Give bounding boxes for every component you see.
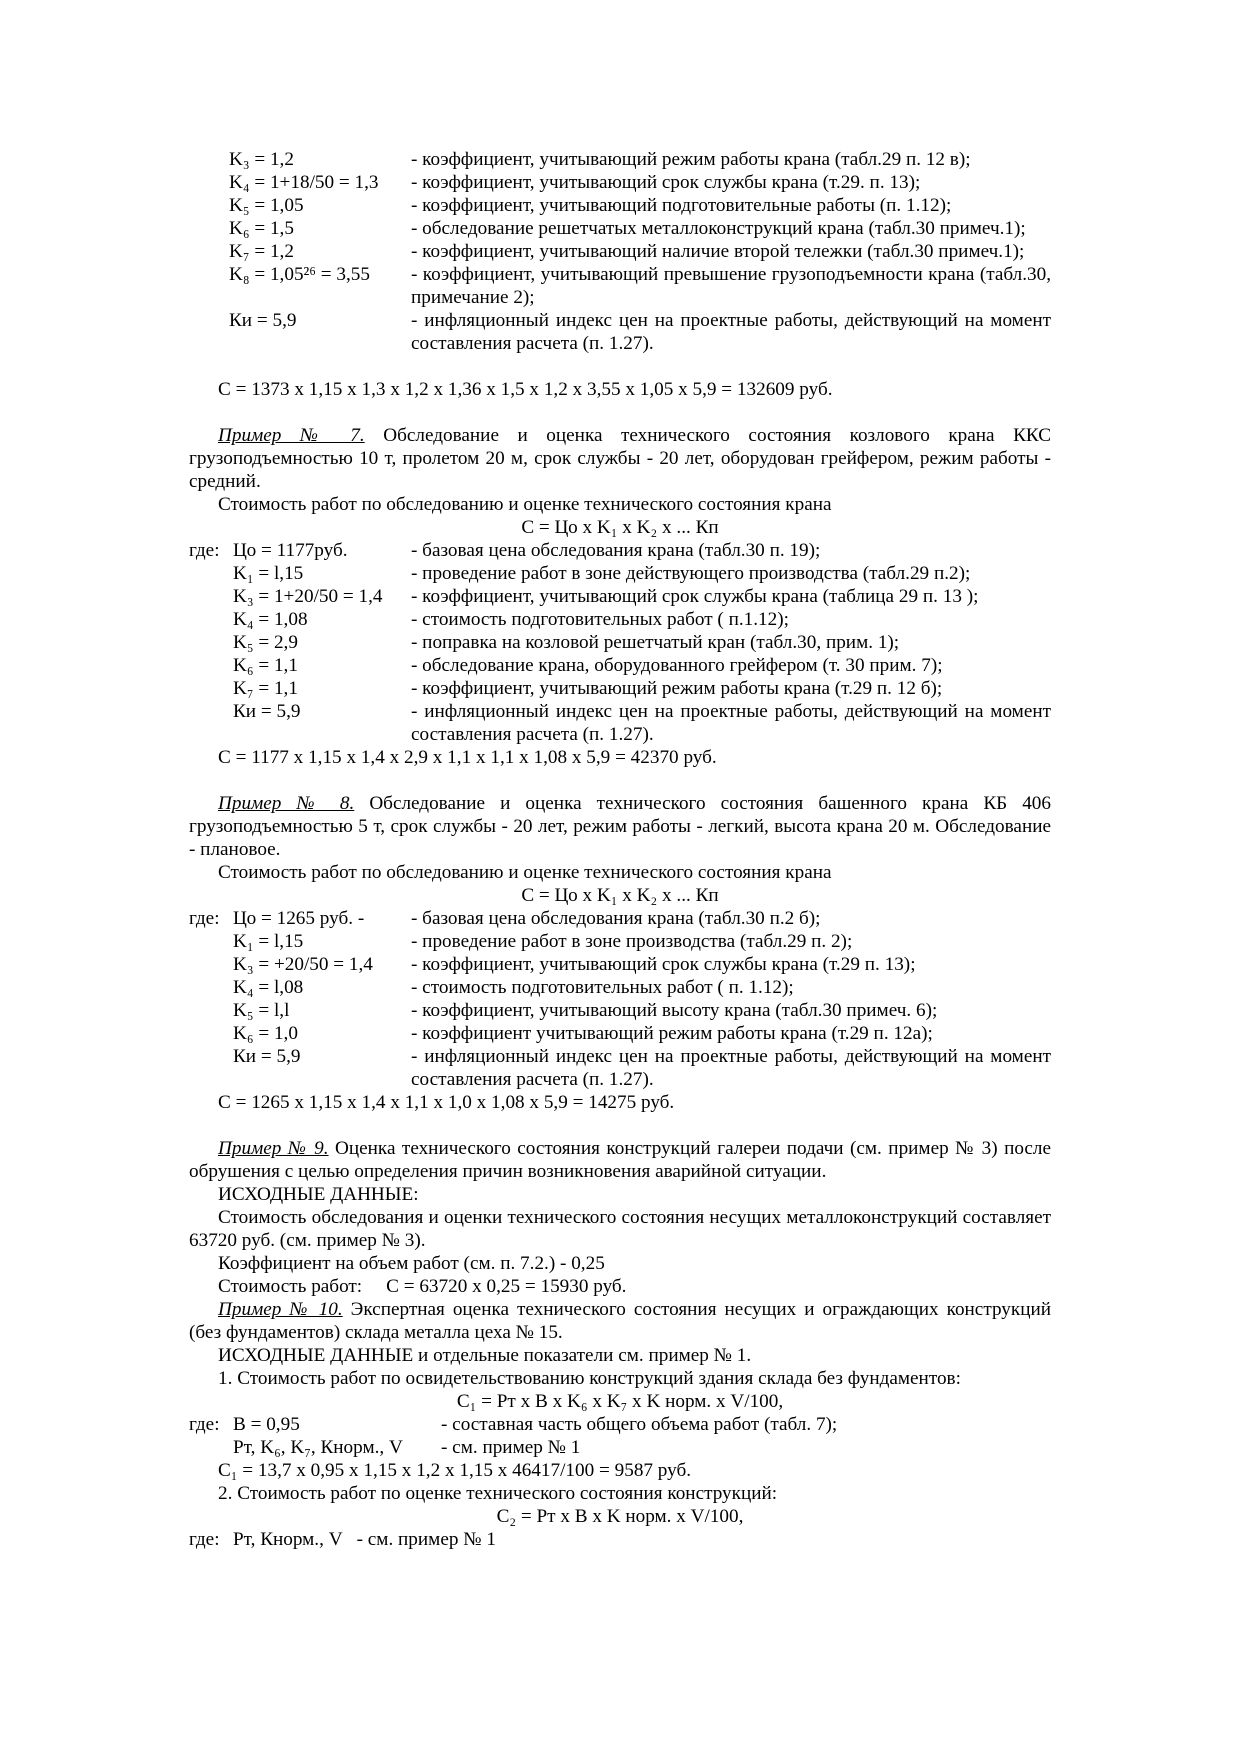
- coefficient-row: [189, 240, 1051, 263]
- coefficient-description: - коэффициент, учитывающий высоту крана (табл.30 примеч. 6);: [411, 1000, 938, 1021]
- coefficient-description: - коэффициент, учитывающий срок службы крана (т.29 п. 13);: [411, 954, 916, 975]
- coefficient-label: K₄ = 1,08: [233, 609, 308, 630]
- example-7-where-list: [189, 539, 1051, 746]
- coefficient-description: - инфляционный индекс цен на проектные работы, действующий на момент составления расчета (п. 1.27).: [411, 1046, 1051, 1090]
- coefficient-label: K₃ = +20/50 = 1,4: [233, 954, 373, 975]
- coefficient-row: [189, 677, 1051, 700]
- coefficient-row: [189, 148, 1051, 171]
- coefficient-label: Ки = 5,9: [229, 310, 297, 331]
- example-10-step-1: 1. Стоимость работ по освидетельствованию конструкций здания склада без фундаментов:: [218, 1368, 961, 1389]
- example-8-text: Обследование и оценка технического состояния башенного крана КБ 406 грузоподъемностью 5 т, срок службы - 20 лет, режим работы - легкий, высота крана 20 м. Обследование - плановое.: [189, 793, 1051, 860]
- coefficient-label: K₃ = 1+20/50 = 1,4: [233, 586, 383, 607]
- coefficient-description: - стоимость подготовительных работ ( п. 1.12);: [411, 977, 794, 998]
- coefficient-label: В = 0,95: [233, 1414, 300, 1435]
- coefficient-row: [189, 562, 1051, 585]
- example-10-formula-2: С₂ = Рт х В х K норм. х V/100,: [496, 1506, 744, 1527]
- example-9-p2: Коэффициент на объем работ (см. п. 7.2.) - 0,25: [218, 1253, 605, 1274]
- coefficient-description: - обследование крана, оборудованного грейфером (т. 30 прим. 7);: [411, 655, 943, 676]
- coefficient-description: - проведение работ в зоне производства (табл.29 п. 2);: [411, 931, 853, 952]
- where-label: где:: [189, 908, 220, 929]
- coefficient-description: - см. пример № 1: [441, 1437, 581, 1458]
- example-10-where-row-1: [189, 1413, 1051, 1436]
- coefficient-label: K₁ = l,15: [233, 931, 304, 952]
- coefficient-row: [189, 217, 1051, 240]
- example-10-title: Пример № 10.: [218, 1299, 343, 1320]
- coefficient-description: - обследование решетчатых металлоконструкций крана (табл.30 примеч.1);: [411, 218, 1026, 239]
- example-8-where-list: [189, 907, 1051, 1091]
- coefficient-label: K₅ = l,l: [233, 1000, 290, 1021]
- coefficient-description: - базовая цена обследования крана (табл.30 п.2 б);: [411, 908, 821, 929]
- coefficients-list-1: [189, 148, 1051, 355]
- coefficient-label: K₄ = l,08: [233, 977, 304, 998]
- example-10-formula-1: С₁ = Рт х В х K₆ х K₇ х K норм. х V/100,: [456, 1391, 784, 1412]
- coefficient-description: - поправка на козловой решетчатый кран (табл.30, прим. 1);: [411, 632, 900, 653]
- coefficient-description: - коэффициент, учитывающий срок службы крана (т.29. п. 13);: [411, 172, 921, 193]
- example-10-where-row-3: [189, 1528, 1051, 1551]
- coefficient-label: K₃ = 1,2: [229, 149, 294, 170]
- example-9-title: Пример № 9.: [218, 1138, 329, 1159]
- example-7-paragraph: [189, 424, 1051, 493]
- coefficient-description: - коэффициент, учитывающий срок службы крана (таблица 29 п. 13 );: [411, 586, 979, 607]
- example-8-paragraph: [189, 792, 1051, 861]
- example-10-paragraph: [189, 1298, 1051, 1344]
- example-7-calculation: С = 1177 х 1,15 х 1,4 х 2,9 х 1,1 х 1,1 х 1,08 х 5,9 = 42370 руб.: [218, 747, 717, 768]
- coefficient-description: - коэффициент учитывающий режим работы крана (т.29 п. 12а);: [411, 1023, 933, 1044]
- coefficient-label: K₆ = 1,1: [233, 655, 298, 676]
- example-7-formula: С = Цо х K₁ х K₂ х ... Кп: [521, 517, 719, 538]
- example-7-text: Обследование и оценка технического состояния козлового крана ККС грузоподъемностью 10 т, пролетом 20 м, срок службы - 20 лет, оборудован грейфером, режим работы - средний.: [189, 425, 1052, 492]
- where-label: где:: [189, 540, 220, 561]
- coefficient-description: - инфляционный индекс цен на проектные работы, действующий на момент составления расчета (п. 1.27).: [411, 310, 1051, 354]
- coefficient-description: - проведение работ в зоне действующего производства (табл.29 п.2);: [411, 563, 971, 584]
- coefficient-description: - коэффициент, учитывающий превышение грузоподъемности крана (табл.30, примечание 2);: [411, 264, 1051, 308]
- coefficient-description: - коэффициент, учитывающий подготовительные работы (п. 1.12);: [411, 195, 952, 216]
- coefficient-description: - составная часть общего объема работ (табл. 7);: [441, 1414, 838, 1435]
- example-9-text: Оценка технического состояния конструкций галереи подачи (см. пример № 3) после обрушения с целью определения причин возникновения аварийной ситуации.: [189, 1138, 1052, 1182]
- coefficient-row: [189, 1022, 1051, 1045]
- coefficient-label: K₅ = 1,05: [229, 195, 304, 216]
- coefficient-row: [189, 930, 1051, 953]
- coefficient-label: Рт, K₆, K₇, Кнорм., V: [233, 1437, 403, 1458]
- coefficient-row: [189, 907, 1051, 930]
- example-8-formula: С = Цо х K₁ х K₂ х ... Кп: [521, 885, 719, 906]
- example-9-p3: Стоимость работ: С = 63720 х 0,25 = 15930 руб.: [218, 1276, 627, 1297]
- coefficient-row: [189, 1045, 1051, 1091]
- coefficient-row: [189, 631, 1051, 654]
- coefficient-row: [189, 171, 1051, 194]
- coefficient-row: [189, 263, 1051, 309]
- coefficient-label: K₇ = 1,2: [229, 241, 294, 262]
- coefficient-label: K₅ = 2,9: [233, 632, 298, 653]
- coefficient-label: Цо = 1177руб.: [233, 540, 348, 561]
- example-8-calculation: С = 1265 х 1,15 х 1,4 х 1,1 х 1,0 х 1,08 х 5,9 = 14275 руб.: [218, 1092, 675, 1113]
- coefficient-row: [189, 976, 1051, 999]
- example-9-paragraph: [189, 1137, 1051, 1183]
- coefficient-row: [189, 654, 1051, 677]
- coefficient-row: [189, 700, 1051, 746]
- coefficient-label: Цо = 1265 руб. -: [233, 908, 365, 929]
- coefficient-row: [189, 539, 1051, 562]
- coefficient-row: [189, 309, 1051, 355]
- coefficient-row: [189, 999, 1051, 1022]
- document-page: [189, 148, 1051, 1551]
- calculation-1: С = 1373 х 1,15 х 1,3 х 1,2 х 1,36 х 1,5 х 1,2 х 3,55 х 1,05 х 5,9 = 132609 руб.: [218, 379, 833, 400]
- coefficient-description: - коэффициент, учитывающий режим работы крана (табл.29 п. 12 в);: [411, 149, 971, 170]
- example-9-initial-data: ИСХОДНЫЕ ДАННЫЕ:: [218, 1184, 419, 1205]
- example-7-title: Пример № 7.: [218, 425, 365, 446]
- example-10-calculation-1: С₁ = 13,7 х 0,95 х 1,15 х 1,2 х 1,15 х 46417/100 = 9587 руб.: [218, 1460, 692, 1481]
- coefficient-description: - коэффициент, учитывающий наличие второй тележки (табл.30 примеч.1);: [411, 241, 1025, 262]
- coefficient-row: [189, 953, 1051, 976]
- example-8-title: Пример № 8.: [218, 793, 355, 814]
- coefficient-description: - коэффициент, учитывающий режим работы крана (т.29 п. 12 б);: [411, 678, 943, 699]
- coefficient-label: K₇ = 1,1: [233, 678, 298, 699]
- coefficient-description: - базовая цена обследования крана (табл.30 п. 19);: [411, 540, 821, 561]
- coefficient-label: K₈ = 1,05²⁶ = 3,55: [229, 264, 370, 285]
- coefficient-row: [189, 194, 1051, 217]
- example-8-cost-heading: Стоимость работ по обследованию и оценке технического состояния крана: [218, 862, 832, 883]
- where-label: где:: [189, 1414, 220, 1435]
- coefficient-row: [189, 608, 1051, 631]
- example-10-where-row-2: [189, 1436, 1051, 1459]
- example-10-text: Экспертная оценка технического состояния несущих и ограждающих конструкций (без фундаментов) склада металла цеха № 15.: [189, 1299, 1052, 1343]
- coefficient-row: [189, 585, 1051, 608]
- coefficient-label: K₆ = 1,0: [233, 1023, 298, 1044]
- coefficient-label: Ки = 5,9: [233, 1046, 301, 1067]
- coefficient-description: - инфляционный индекс цен на проектные работы, действующий на момент составления расчета (п. 1.27).: [411, 701, 1051, 745]
- coefficient-label: K₆ = 1,5: [229, 218, 294, 239]
- example-10-initial-data: ИСХОДНЫЕ ДАННЫЕ и отдельные показатели см. пример № 1.: [218, 1345, 752, 1366]
- where-label: где:: [189, 1529, 220, 1550]
- coefficient-label: K₄ = 1+18/50 = 1,3: [229, 172, 379, 193]
- example-7-cost-heading: Стоимость работ по обследованию и оценке технического состояния крана: [218, 494, 832, 515]
- example-9-p1: Стоимость обследования и оценки технического состояния несущих металлоконструкций составляет 63720 руб. (см. пример № 3).: [189, 1207, 1051, 1251]
- coefficient-description: - стоимость подготовительных работ ( п.1.12);: [411, 609, 789, 630]
- example-10-step-2: 2. Стоимость работ по оценке технического состояния конструкций:: [218, 1483, 778, 1504]
- coefficient-label: K₁ = l,15: [233, 563, 304, 584]
- coefficient-label: Ки = 5,9: [233, 701, 301, 722]
- coefficient-description: Рт, Кнорм., V - см. пример № 1: [233, 1529, 496, 1550]
